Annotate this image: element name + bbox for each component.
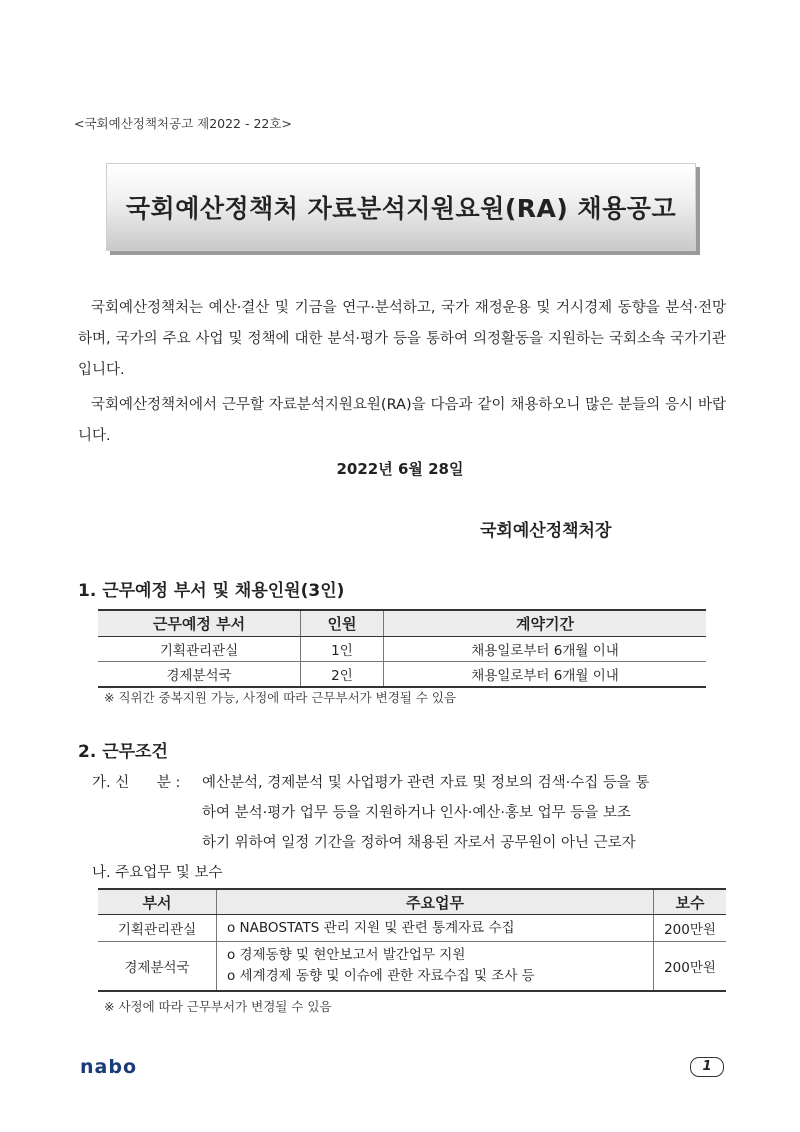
status-text-1: 예산분석, 경제분석 및 사업평가 관련 자료 및 정보의 검색·수집 등을 통 (202, 775, 650, 791)
status-block (92, 768, 732, 888)
cell-pay: 200만원 (654, 942, 727, 992)
title-banner (106, 163, 696, 251)
signer: 국회예산정책처장 (480, 521, 612, 541)
duty-item: o NABOSTATS 관리 지원 및 관련 통계자료 수집 (227, 919, 515, 936)
col-contract: 계약기간 (384, 610, 707, 637)
section1-note: ※ 직위간 중복지원 가능, 사정에 따라 근무부서가 변경될 수 있음 (104, 690, 457, 705)
table-row (98, 942, 726, 992)
intro-paragraph-1 (78, 293, 726, 386)
positions-table (98, 609, 706, 688)
cell-dept: 기획관리관실 (98, 637, 301, 662)
cell-dept: 기획관리관실 (98, 915, 217, 942)
intro-paragraph-2 (78, 390, 726, 452)
svg-text:nabo: nabo (80, 1056, 138, 1078)
col-headcount: 인원 (301, 610, 384, 637)
section2-heading: 2. 근무조건 (78, 742, 168, 762)
section1-heading: 1. 근무예정 부서 및 채용인원(3인) (78, 581, 345, 601)
cell-duties (217, 915, 654, 942)
status-text-2: 하여 분석·평가 업무 등을 지원하거나 인사·예산·홍보 업무 등을 보조 (202, 805, 631, 821)
cell-headcount: 1인 (301, 637, 384, 662)
page-number: 1 (690, 1057, 724, 1077)
table-row (98, 662, 706, 688)
status-label: 가. 신 분 : (92, 775, 181, 791)
cell-dept: 경제분석국 (98, 662, 301, 688)
cell-dept: 경제분석국 (98, 942, 217, 992)
duties-label: 나. 주요업무 및 보수 (92, 865, 223, 881)
nabo-logo-icon (80, 1056, 150, 1078)
intro-text-1: 국회예산정책처는 예산·결산 및 기금을 연구·분석하고, 국가 재정운용 및 거시경제 동향을 분석·전망하며, 국가의 주요 사업 및 정책에 대한 분석·평가 등을 통하여 의정활동을 지원하는 국회소속 국가기관입니다. (78, 300, 726, 378)
nabo-logo (80, 1056, 150, 1082)
duty-item: o 경제동향 및 현안보고서 발간업무 지원 (227, 947, 466, 963)
cell-contract: 채용일로부터 6개월 이내 (384, 637, 707, 662)
cell-contract: 채용일로부터 6개월 이내 (384, 662, 707, 688)
duties-table (98, 888, 726, 992)
table-header-row (98, 610, 706, 637)
intro-text-2: 국회예산정책처에서 근무할 자료분석지원요원(RA)을 다음과 같이 채용하오니 많은 분들의 응시 바랍니다. (78, 397, 726, 444)
cell-duties (217, 942, 654, 992)
notice-number: <국회예산정책처공고 제2022 - 22호> (74, 116, 292, 131)
duty-item: o 세계경제 동향 및 이슈에 관한 자료수집 및 조사 등 (227, 968, 535, 984)
notice-date: 2022년 6월 28일 (336, 460, 464, 478)
col-dept: 근무예정 부서 (98, 610, 301, 637)
col-duties: 주요업무 (217, 889, 654, 915)
table-row (98, 915, 726, 942)
col-dept: 부서 (98, 889, 217, 915)
cell-pay: 200만원 (654, 915, 727, 942)
col-pay: 보수 (654, 889, 727, 915)
table-row (98, 637, 706, 662)
table-header-row (98, 889, 726, 915)
status-text-3: 하기 위하여 일정 기간을 정하여 채용된 자로서 공무원이 아닌 근로자 (202, 835, 636, 851)
page-title: 국회예산정책처 자료분석지원요원(RA) 채용공고 (125, 194, 677, 223)
cell-headcount: 2인 (301, 662, 384, 688)
section2-note: ※ 사정에 따라 근무부서가 변경될 수 있음 (104, 999, 332, 1014)
